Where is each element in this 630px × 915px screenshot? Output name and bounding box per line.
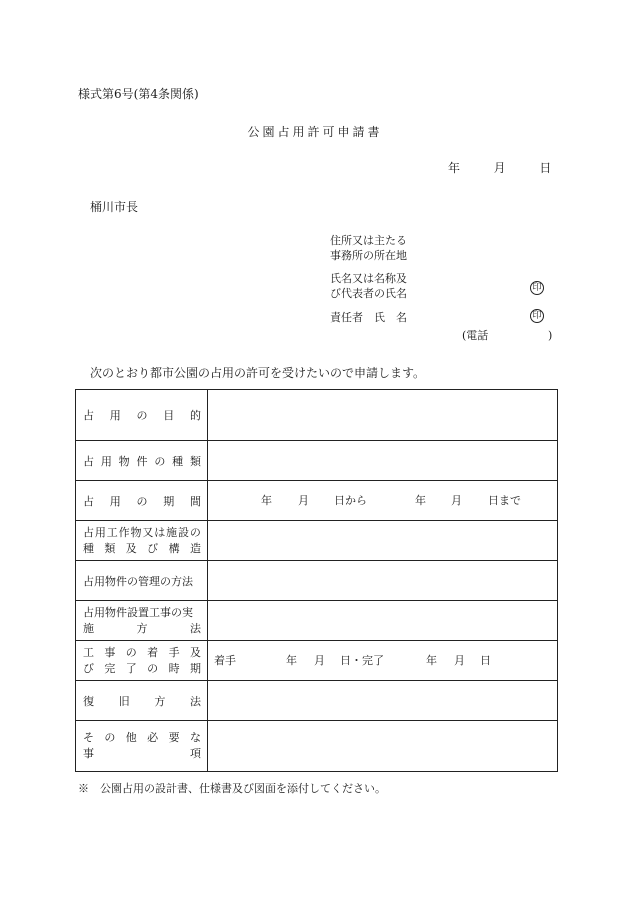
label-char: 及: [125, 541, 137, 555]
seal-mark-representative: 印: [530, 281, 544, 295]
document-title: 公園占用許可申請書: [247, 125, 383, 139]
name-label-line-1: 氏名又は名称及: [330, 272, 407, 285]
label-char: 旧: [118, 694, 130, 708]
label-char: 期: [163, 494, 175, 508]
label-char: 事: [104, 645, 116, 659]
value-construction-method[interactable]: [208, 601, 558, 641]
label-char: の: [189, 525, 201, 539]
period-start-month: 月: [298, 493, 309, 507]
value-structure[interactable]: [208, 521, 558, 561]
label-char: 工: [106, 525, 118, 539]
label-char: 法: [189, 694, 201, 708]
label-char: 種: [172, 454, 184, 468]
schedule-start-year: 年: [286, 653, 297, 667]
date-line: [448, 160, 551, 176]
label-char: は: [154, 525, 166, 539]
label-kind: [76, 441, 208, 481]
label-char: 用: [94, 525, 106, 539]
period-end-day: 日まで: [488, 493, 521, 507]
label-purpose: [76, 390, 208, 441]
period-start-year: 年: [261, 493, 272, 507]
value-period[interactable]: [208, 481, 558, 521]
label-char: 時: [168, 661, 180, 675]
label-char: 工: [83, 645, 94, 659]
label-structure: [76, 521, 208, 561]
label-char: 物: [130, 525, 142, 539]
address-label-line-2: 事務所の所在地: [330, 249, 407, 262]
label-period: [76, 481, 208, 521]
responsible-person-label: 責任者 氏 名: [330, 311, 407, 324]
seal-mark-responsible: 印: [530, 309, 544, 323]
label-char: 用: [109, 409, 121, 422]
label-char: 占: [83, 494, 94, 508]
label-char: 目: [163, 409, 175, 422]
label-char: の: [125, 645, 137, 659]
label-char: の: [147, 661, 159, 675]
label-char: 用: [109, 494, 121, 508]
footnote: ※ 公園占用の設計書、仕様書及び図面を添付してください。: [78, 782, 386, 795]
row-purpose: [76, 390, 558, 441]
schedule-end-month: 月: [454, 653, 465, 667]
row-kind: [76, 441, 558, 481]
label-char: そ: [83, 731, 94, 744]
label-char: の: [136, 409, 148, 422]
row-schedule: [76, 641, 558, 681]
intro-statement: 次のとおり都市公園の占用の許可を受けたいので申請します。: [90, 366, 426, 380]
form-number: 様式第6号(第4条関係): [78, 87, 199, 101]
label-char: 手: [168, 645, 180, 659]
name-label-line-2: び代表者の氏名: [330, 287, 407, 300]
label-char: 期: [189, 661, 201, 675]
value-schedule[interactable]: [208, 641, 558, 681]
label-char: 占: [83, 454, 94, 468]
date-month: 月: [493, 161, 506, 175]
row-structure: [76, 521, 558, 561]
period-end-month: 月: [451, 493, 462, 507]
applicant-name-label: [330, 271, 407, 301]
label-char: 物: [118, 454, 130, 468]
label-schedule: [76, 641, 208, 681]
address-label-line-1: 住所又は主たる: [330, 234, 407, 247]
value-other[interactable]: [208, 721, 558, 772]
label-char: び: [83, 661, 94, 675]
label-char: 法: [190, 621, 201, 635]
application-table: [75, 389, 558, 772]
label-other: [76, 721, 208, 772]
period-end-year: 年: [415, 493, 426, 507]
phone-label: (電話: [462, 329, 489, 342]
row-period: [76, 481, 558, 521]
label-char: 設: [178, 525, 189, 539]
label-char: 事: [83, 747, 94, 760]
row-construction-method: [76, 601, 558, 641]
label-restoration: [76, 681, 208, 721]
label-char: 作: [118, 525, 130, 539]
label-char: 完: [104, 661, 116, 675]
label-char: 占: [83, 409, 94, 422]
label-char: 構: [168, 541, 180, 555]
label-char: 的: [190, 409, 201, 422]
label-char: 必: [147, 731, 159, 744]
date-year: 年: [448, 161, 461, 175]
label-char: 又: [142, 525, 154, 539]
label-text: 占用物件の管理の方法: [83, 574, 193, 588]
label-char: 了: [125, 661, 137, 675]
value-purpose[interactable]: [208, 390, 558, 441]
label-char: の: [136, 494, 148, 508]
schedule-start-month: 月: [314, 653, 325, 667]
label-char: 件: [136, 454, 148, 468]
label-char: 着: [147, 645, 159, 659]
schedule-end-year: 年: [426, 653, 437, 667]
value-restoration[interactable]: [208, 681, 558, 721]
label-char: 用: [100, 454, 112, 468]
row-other: [76, 721, 558, 772]
label-char: 施: [166, 525, 178, 539]
row-restoration: [76, 681, 558, 721]
schedule-end-day: 日: [480, 653, 491, 667]
label-char: び: [147, 541, 159, 555]
schedule-start-day: 日・完了: [340, 653, 384, 667]
label-construction-method: [76, 601, 208, 641]
label-char: 方: [154, 694, 166, 708]
label-char: 要: [168, 731, 180, 744]
label-char: 方: [136, 621, 148, 635]
label-char: の: [154, 454, 166, 468]
label-char: 類: [104, 541, 116, 555]
label-char: 復: [83, 694, 94, 708]
label-char: 及: [189, 645, 201, 659]
addressee: 桶川市長: [90, 200, 139, 214]
row-management: [76, 561, 558, 601]
schedule-start-label: 着手: [214, 653, 236, 667]
applicant-address-label: [330, 233, 407, 263]
label-char: 施: [83, 621, 94, 635]
label-char: 種: [83, 541, 94, 555]
label-char: 類: [189, 454, 201, 468]
label-char: 間: [190, 494, 201, 508]
phone-close-paren: ): [548, 329, 553, 342]
label-char: 占: [83, 525, 94, 539]
label-char: 造: [189, 541, 201, 555]
label-management: [76, 561, 208, 601]
label-char: 項: [190, 747, 201, 760]
label-char: 他: [125, 731, 137, 744]
date-day: 日: [539, 161, 552, 175]
period-start-day: 日から: [334, 493, 367, 507]
value-management[interactable]: [208, 561, 558, 601]
label-line-1: 占用物件設置工事の実: [83, 605, 193, 619]
label-char: な: [189, 731, 201, 744]
value-kind[interactable]: [208, 441, 558, 481]
label-char: の: [104, 731, 116, 744]
